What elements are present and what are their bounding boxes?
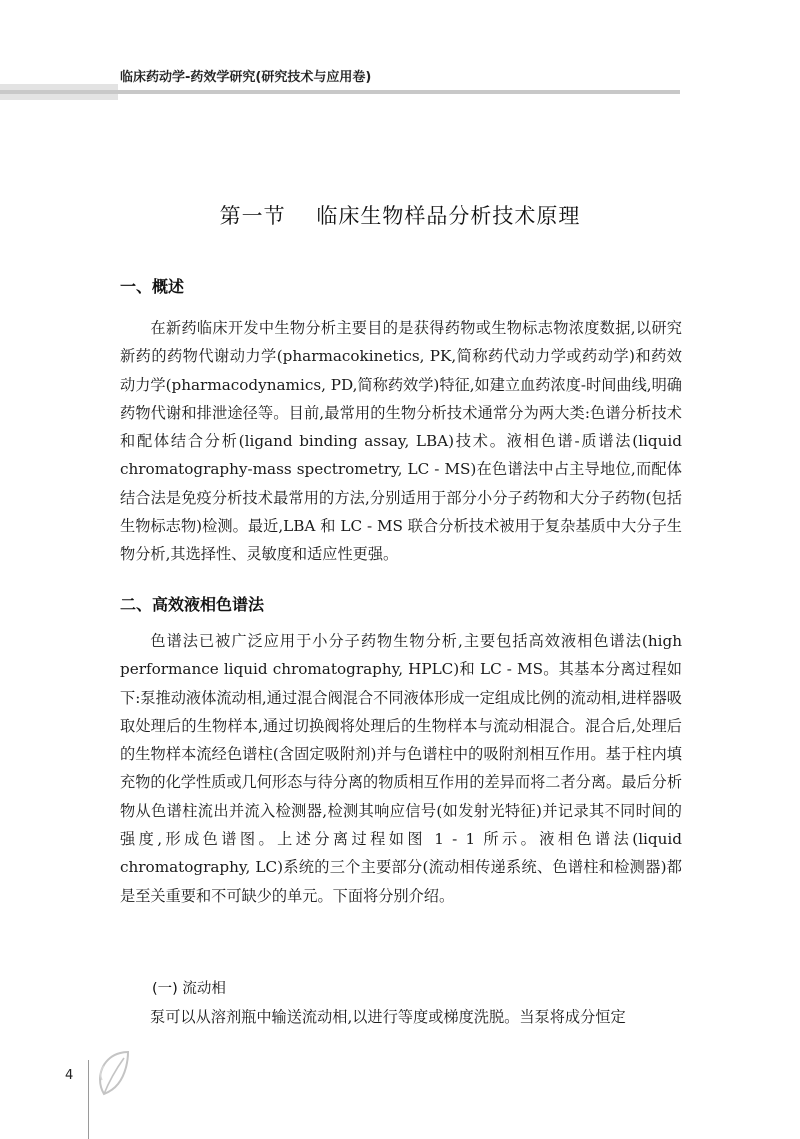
header-rule: [0, 90, 680, 94]
leaf-icon: [96, 1050, 132, 1096]
heading-hplc: 二、高效液相色谱法: [120, 595, 265, 614]
paragraph-overview: 在新药临床开发中生物分析主要目的是获得药物或生物标志物浓度数据,以研究新药的药物代谢动力学(pharmacokinetics, PK,简称药代动力学或药动学)和药效动力学(pharmacodynamics, PD,简称药效学)特征,如建立血药浓度-时间曲线,明确药物代谢和排泄途径等。目前,最常用的生物分析技术通常分为两大类:色谱分析技术和配体结合分析(ligand binding assay, LBA)技术。液相色谱-质谱法(liquid chromatography-mass spectrometry, LC - MS)在色谱法中占主导地位,而配体结合法是免疫分析技术最常用的方法,分别适用于部分小分子药物和大分子药物(包括生物标志物)检测。最近,LBA 和 LC - MS 联合分析技术被用于复杂基质中大分子生物分析,其选择性、灵敏度和适应性更强。: [120, 319, 682, 564]
running-header: 临床药动学-药效学研究(研究技术与应用卷): [120, 70, 372, 85]
paragraph-hplc: 色谱法已被广泛应用于小分子药物生物分析,主要包括高效液相色谱法(high performance liquid chromatography, HPLC)和 LC - MS。其基本分离过程如下:泵推动液体流动相,通过混合阀混合不同液体形成一定组成比例的流动相,进样器吸取处理后的生物样本,通过切换阀将处理后的生物样本与流动相混合。混合后,处理后的生物样本流经色谱柱(含固定吸附剂)并与色谱柱中的吸附剂相互作用。基于柱内填充物的化学性质或几何形态与待分离的物质相互作用的差异而将二者分离。最后分析物从色谱柱流出并流入检测器,检测其响应信号(如发射光特征)并记录其不同时间的强度,形成色谱图。上述分离过程如图 1 - 1 所示。液相色谱法(liquid chromatography, LC)系统的三个主要部分(流动相传递系统、色谱柱和检测器)都是至关重要和不可缺少的单元。下面将分别介绍。: [120, 632, 682, 905]
paragraph-mobile-phase: 泵可以从溶剂瓶中输送流动相,以进行等度或梯度洗脱。当泵将成分恒定: [150, 1008, 626, 1026]
page-number: 4: [65, 1068, 74, 1083]
section-title: 第一节 临床生物样品分析技术原理: [219, 204, 581, 228]
heading-overview: 一、概述: [120, 277, 185, 296]
footer-rule: [88, 1060, 89, 1139]
subheading-mobile-phase: (一) 流动相: [152, 981, 226, 997]
